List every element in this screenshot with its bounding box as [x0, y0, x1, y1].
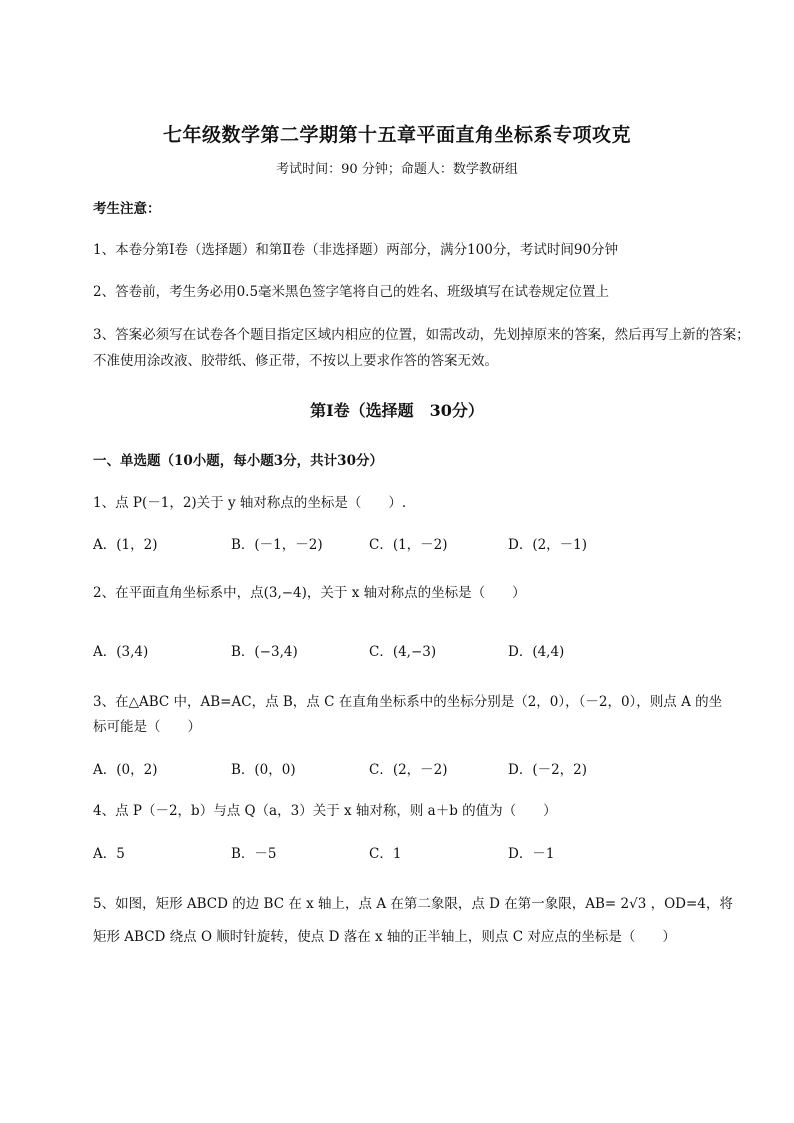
- question-1-option-a[interactable]: A．(1，2): [93, 537, 158, 553]
- part-heading: 一、单选题（10小题，每小题3分，共计30分）: [93, 453, 383, 469]
- question-3-stem-line1: 3、在△ABC 中，AB=AC，点 B，点 C 在直角坐标系中的坐标分别是（2，0），（－2，0），则点 A 的坐: [93, 694, 723, 710]
- question-4-option-a[interactable]: A．5: [93, 846, 125, 862]
- question-4-stem: 4、点 P（－2，b）与点 Q（a，3）关于 x 轴对称，则 a＋b 的值为（ ）: [93, 803, 557, 819]
- notes-heading: 考生注意：: [93, 201, 161, 217]
- exam-title: 七年级数学第二学期第十五章平面直角坐标系专项攻克: [162, 124, 631, 146]
- question-3-option-a[interactable]: A．(0，2): [93, 762, 158, 778]
- question-5-stem-line2: 矩形 ABCD 绕点 O 顺时针旋转，使点 D 落在 x 轴的正半轴上，则点 C 对应点的坐标是（ ）: [93, 929, 676, 945]
- question-3-option-d[interactable]: D．(－2，2): [508, 762, 588, 778]
- question-2-option-d[interactable]: D．(4,4): [508, 644, 565, 660]
- note-item-3: 3、答案必须写在试卷各个题目指定区域内相应的位置，如需改动，先划掉原来的答案，然后再写上新的答案；不准使用涂改液、胶带纸、修正带，不按以上要求作答的答案无效。: [93, 327, 750, 369]
- question-4-option-d[interactable]: D．－1: [508, 846, 555, 862]
- question-5-stem-line1: 5、如图，矩形 ABCD 的边 BC 在 x 轴上，点 A 在第二象限，点 D 在第一象限，AB= 2√3 ，OD=4，将: [93, 896, 733, 912]
- question-4-option-b[interactable]: B．－5: [231, 846, 277, 862]
- exam-subtitle: 考试时间：90 分钟；命题人：数学教研组: [276, 162, 518, 177]
- question-2-option-c[interactable]: C．(4,−3): [369, 644, 437, 660]
- note-item-1: 1、本卷分第Ⅰ卷（选择题）和第Ⅱ卷（非选择题）两部分，满分100分，考试时间90分钟: [93, 242, 619, 258]
- section-title: 第Ⅰ卷（选择题 30分）: [310, 401, 484, 420]
- question-2-option-b[interactable]: B．(−3,4): [231, 644, 298, 660]
- question-4-option-c[interactable]: C．1: [369, 846, 402, 862]
- question-2-option-a[interactable]: A．(3,4): [93, 644, 149, 660]
- question-1-stem: 1、点 P(－1，2)关于 y 轴对称点的坐标是（ ）.: [93, 495, 407, 511]
- question-3-option-c[interactable]: C．(2，－2): [369, 762, 448, 778]
- question-1-option-d[interactable]: D．(2，－1): [508, 537, 588, 553]
- question-2-stem: 2、在平面直角坐标系中，点(3,−4)，关于 x 轴对称点的坐标是（ ）: [93, 585, 526, 601]
- question-3-stem-line2: 标可能是（ ）: [93, 719, 201, 735]
- question-1-option-c[interactable]: C．(1，－2): [369, 537, 448, 553]
- question-1-option-b[interactable]: B．(－1，－2): [231, 537, 323, 553]
- note-item-2: 2、答卷前，考生务必用0.5毫米黑色签字笔将自己的姓名、班级填写在试卷规定位置上: [93, 284, 610, 300]
- question-3-option-b[interactable]: B．(0，0): [231, 762, 296, 778]
